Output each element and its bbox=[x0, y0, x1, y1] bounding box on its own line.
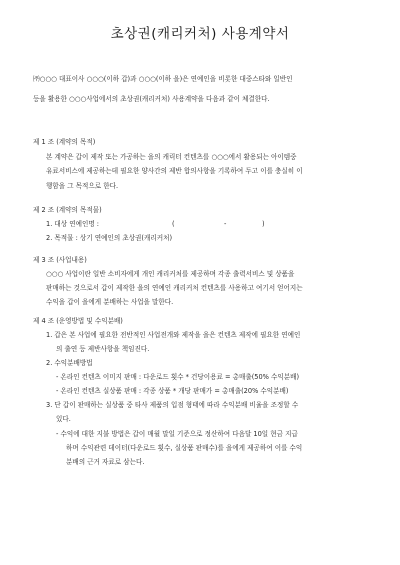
article-2-dash: - bbox=[224, 220, 227, 228]
article-2-paren-close: ) bbox=[262, 220, 265, 228]
article-4-p2: 2. 수익분배방법 bbox=[46, 359, 93, 367]
article-4-heading: 제 4 조 (운영방법 및 수익분배) bbox=[33, 317, 123, 325]
article-4-p2-sub-1: - 온라인 컨텐츠 이미지 판매 : 다운로드 횟수 * 건당이용료 = 총매출(50% 수익분배) bbox=[56, 373, 300, 381]
article-3-line-1: ○○○ 사업이란 일반 소비자에게 개인 캐리커처를 제공하며 각종 출력서비스 및 상품을 bbox=[46, 270, 295, 278]
article-4-p3-sub-line-2: 하며 수익관련 데이터(다운로드 횟수, 실상품 판매수)를 을에게 제공하여 이를 수익 bbox=[66, 444, 303, 452]
article-4-p3-sub-line-3: 분배의 근거 자료로 삼는다. bbox=[66, 458, 145, 466]
article-2-item-2: 2. 목적물 : 상기 연예인의 초상권(캐리커처) bbox=[46, 234, 173, 242]
article-1-line-3: 행함을 그 목적으로 한다. bbox=[46, 182, 119, 190]
article-3-line-2: 판매하는 것으로서 갑이 제작한 을의 연예인 캐리커처 컨텐츠를 사용하고 여기서 얻어지는 bbox=[46, 284, 303, 292]
article-2-item-1: 1. 대상 연예인명 : bbox=[46, 220, 100, 228]
article-4-p1-line-2: 의 출연 등 제반사항을 책임진다. bbox=[56, 345, 150, 353]
article-4-p2-sub-2: - 온라인 컨텐츠 실상품 판매 : 각종 상품 * 개당 판매가 = 총매출(20% 수익분배) bbox=[56, 387, 289, 395]
article-2-paren-open: ( bbox=[172, 220, 175, 228]
article-1-line-2: 유료서비스에 제공하는데 필요한 양사간의 제반 합의사항을 기록하여 두고 이를 충실히 이 bbox=[46, 167, 303, 175]
intro-line-1: ㈜○○○ 대표이사 ○○○(이하 갑)과 ○○○(이하 을)은 연예인을 비롯한 대중스타와 일반인 bbox=[33, 75, 293, 83]
article-4-p3-line-2: 있다. bbox=[56, 415, 71, 423]
article-3-line-3: 수익을 갑이 을에게 분배하는 사업을 말한다. bbox=[46, 298, 174, 306]
article-1-line-1: 본 계약은 갑이 제작 또는 가공하는 을의 캐릭터 컨텐츠를 ○○○에서 활용되는 아이템중 bbox=[46, 153, 297, 161]
article-4-p3-sub-line-1: - 수익에 대한 지불 방법은 갑이 매월 말일 기준으로 정산하여 다음달 10일 현금 지급 bbox=[56, 430, 298, 438]
article-4-p1-line-1: 1. 갑은 본 사업에 필요한 전반적인 사업전개와 제작을 을은 컨텐츠 제작에 필요한 연예인 bbox=[46, 331, 301, 339]
intro-line-2: 등을 활용한 ○○○사업에서의 초상권(캐리커처) 사용계약을 다음과 같이 체결한다. bbox=[33, 95, 270, 103]
article-1-heading: 제 1 조 (계약의 목적) bbox=[33, 138, 96, 146]
article-4-p3-line-1: 3. 단 갑이 판매하는 실상품 중 타사 제품의 입점 형태에 따라 수익분배 비율을 조정할 수 bbox=[46, 401, 299, 409]
document-title: 초상권(캐리커처) 사용계약서 bbox=[110, 26, 290, 42]
article-3-heading: 제 3 조 (사업내용) bbox=[33, 256, 87, 264]
article-2-heading: 제 2 조 (계약의 목적물) bbox=[33, 206, 102, 214]
